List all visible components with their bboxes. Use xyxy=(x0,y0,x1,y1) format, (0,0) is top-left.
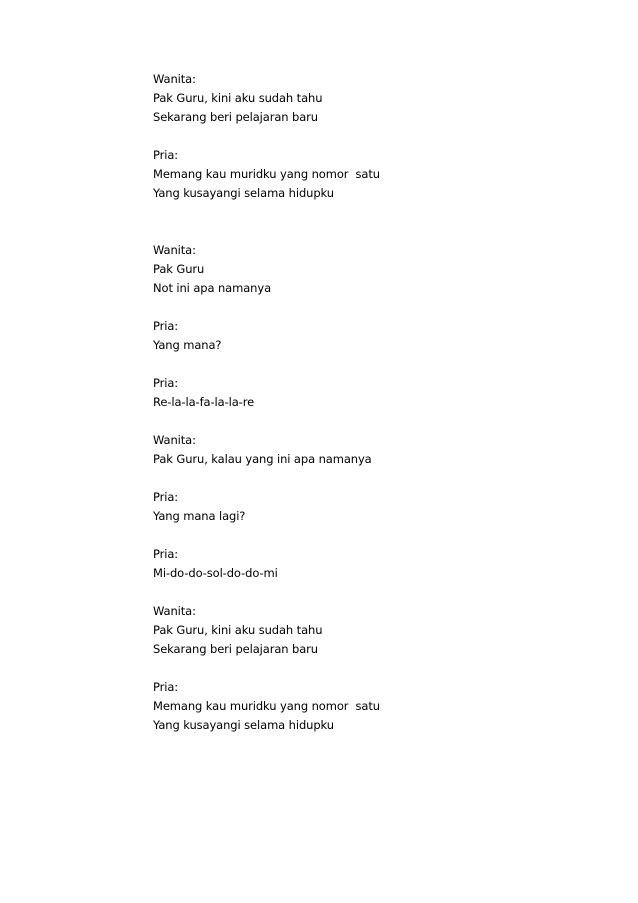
speaker-label: Wanita: xyxy=(153,243,196,257)
lyric-line: Pak Guru, kini aku sudah tahu xyxy=(153,91,323,105)
lyric-line: Sekarang beri pelajaran baru xyxy=(153,110,318,124)
lyric-line: Mi-do-do-sol-do-do-mi xyxy=(153,566,278,580)
lyrics-body xyxy=(153,70,593,754)
speaker-label: Pria: xyxy=(153,547,179,561)
stanza-8 xyxy=(153,545,593,583)
speaker-label: Pria: xyxy=(153,319,179,333)
speaker-label: Wanita: xyxy=(153,72,196,86)
speaker-label: Pria: xyxy=(153,376,179,390)
lyric-line: Pak Guru xyxy=(153,262,205,276)
lyric-line: Memang kau muridku yang nomor satu xyxy=(153,167,380,181)
stanza-3 xyxy=(153,241,593,298)
speaker-label: Wanita: xyxy=(153,433,196,447)
lyric-line: Sekarang beri pelajaran baru xyxy=(153,642,318,656)
speaker-label: Wanita: xyxy=(153,604,196,618)
speaker-label: Pria: xyxy=(153,148,179,162)
stanza-4 xyxy=(153,317,593,355)
speaker-label: Pria: xyxy=(153,680,179,694)
stanza-2 xyxy=(153,146,593,203)
stanza-7 xyxy=(153,488,593,526)
lyric-line: Yang mana? xyxy=(153,338,222,352)
stanza-9 xyxy=(153,602,593,659)
lyric-line: Memang kau muridku yang nomor satu xyxy=(153,699,380,713)
lyric-line: Pak Guru, kalau yang ini apa namanya xyxy=(153,452,372,466)
stanza-1 xyxy=(153,70,593,127)
stanza-5 xyxy=(153,374,593,412)
lyric-line: Yang mana lagi? xyxy=(153,509,246,523)
stanza-6 xyxy=(153,431,593,469)
lyric-line: Pak Guru, kini aku sudah tahu xyxy=(153,623,323,637)
lyric-line: Yang kusayangi selama hidupku xyxy=(153,186,334,200)
lyric-line: Yang kusayangi selama hidupku xyxy=(153,718,334,732)
lyric-line: Not ini apa namanya xyxy=(153,281,272,295)
stanza-10 xyxy=(153,678,593,735)
speaker-label: Pria: xyxy=(153,490,179,504)
lyric-line: Re-la-la-fa-la-la-re xyxy=(153,395,255,409)
